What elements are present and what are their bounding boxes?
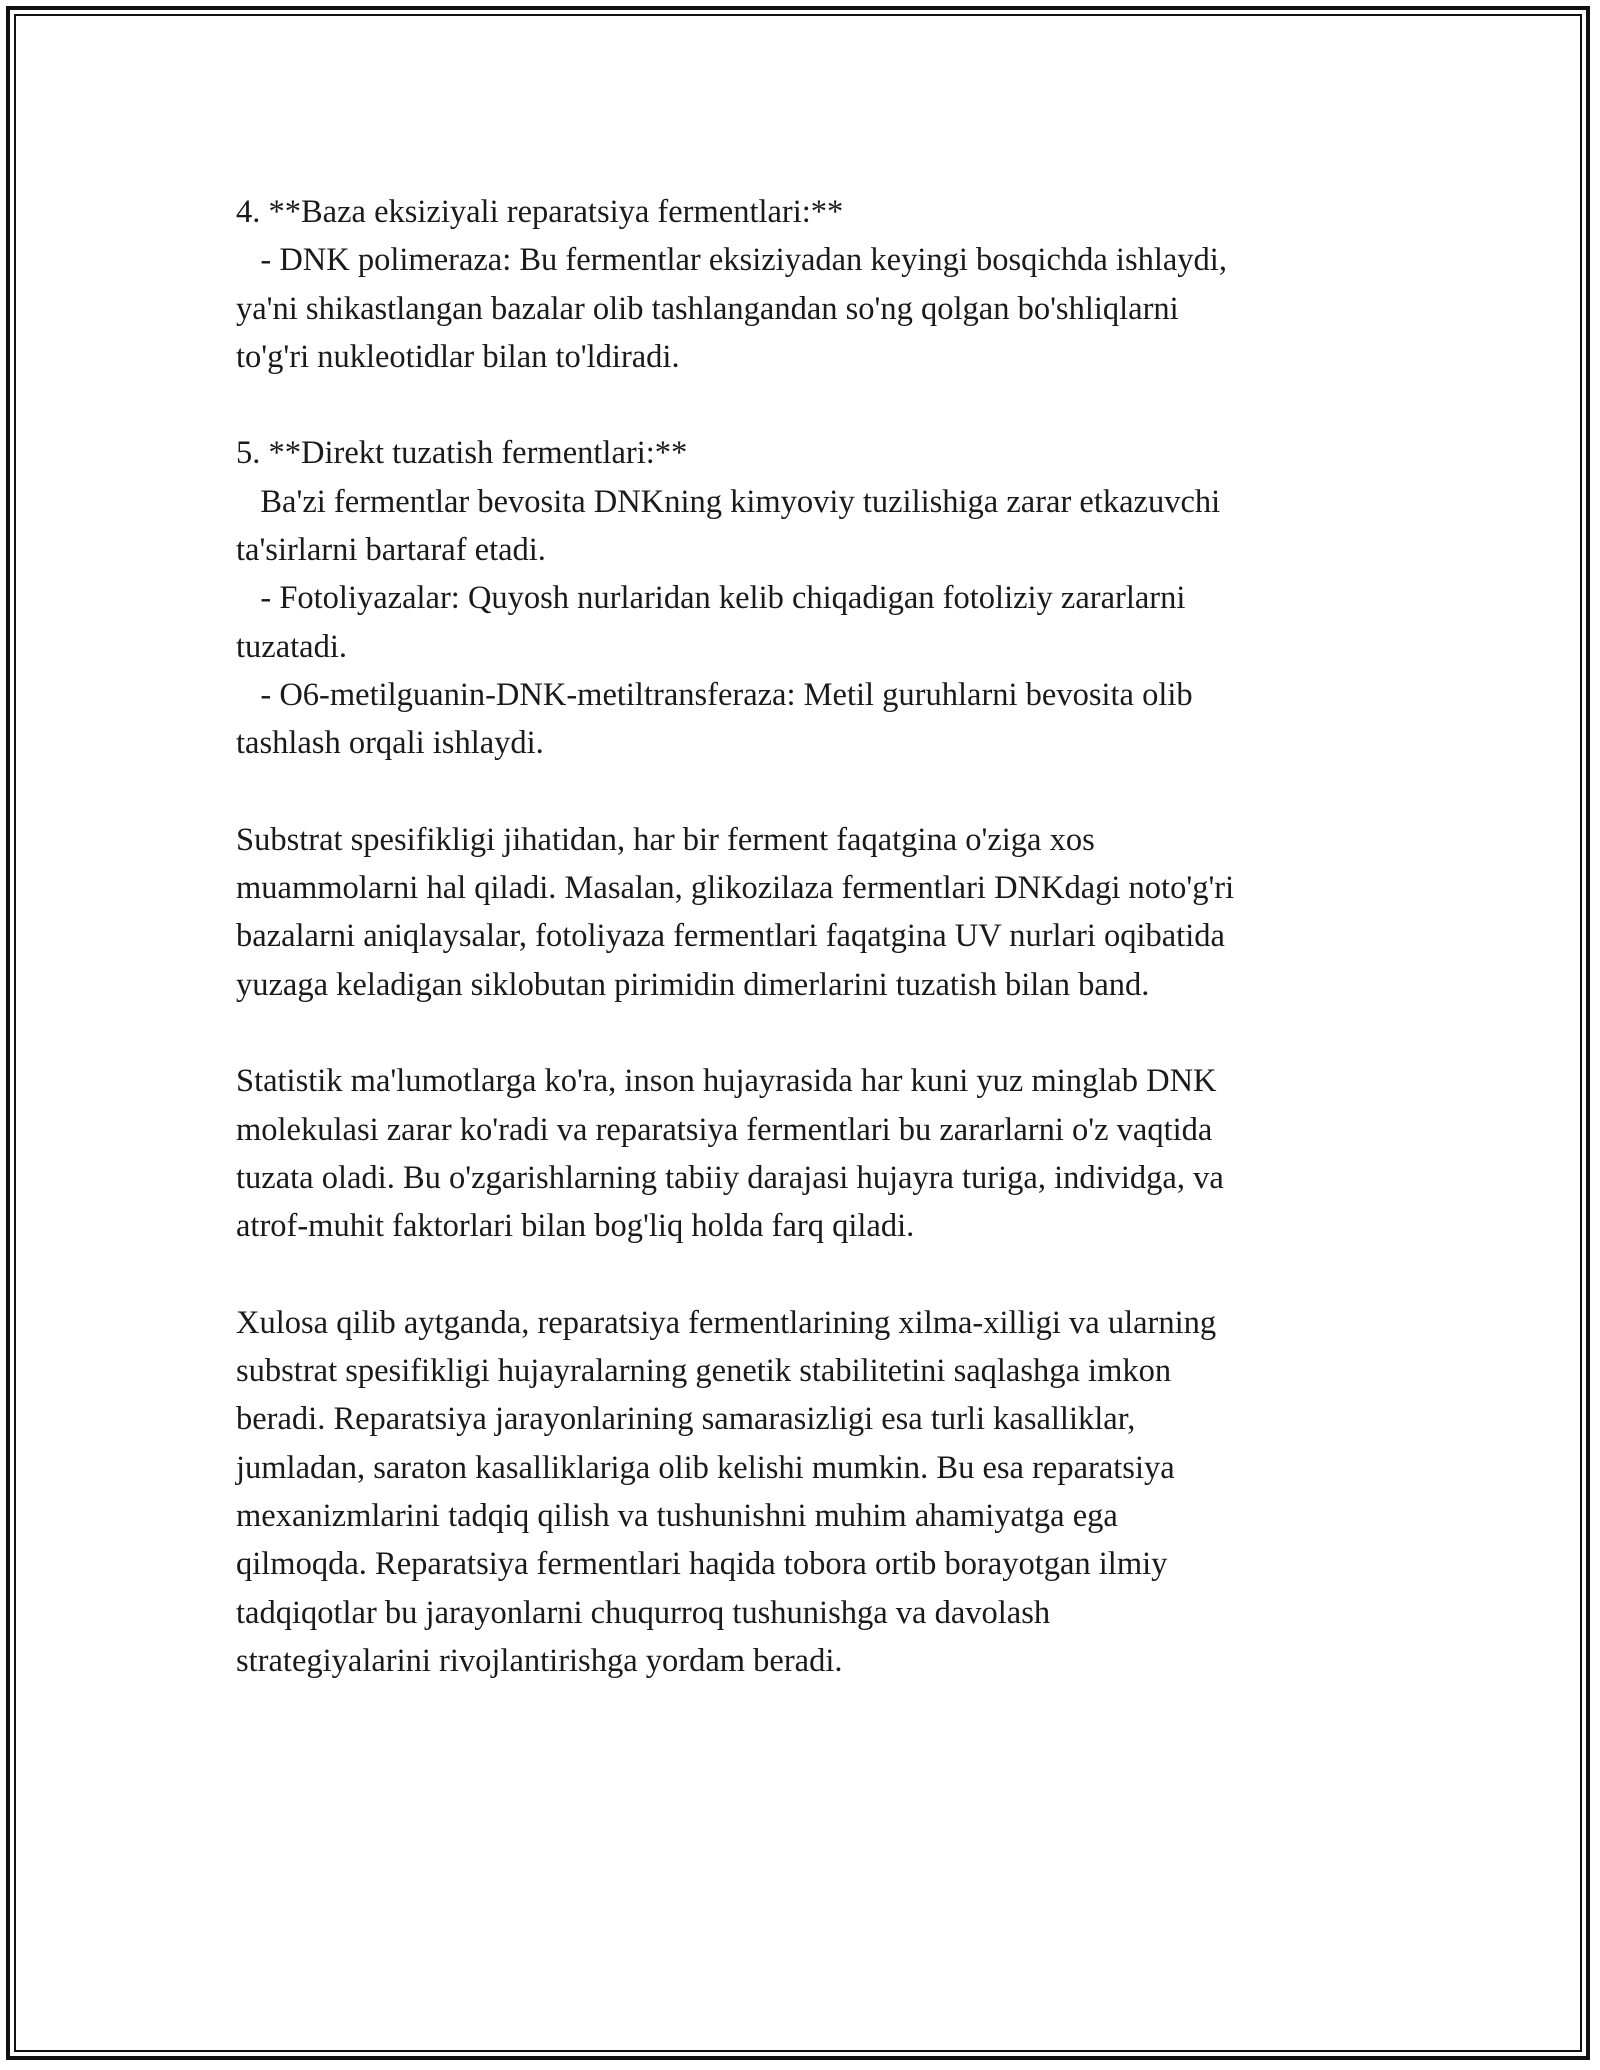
text-line: substrat spesifikligi hujayralarning genetik stabilitetini saqlashga imkon xyxy=(236,1353,1172,1390)
text-line: - DNK polimeraza: Bu fermentlar eksiziyadan keyingi bosqichda ishlaydi, xyxy=(236,242,1227,279)
text-line: Statistik ma'lumotlarga ko'ra, inson hujayrasida har kuni yuz minglab DNK xyxy=(236,1063,1217,1100)
text-line: bazalarni aniqlaysalar, fotoliyaza fermentlari faqatgina UV nurlari oqibatida xyxy=(236,918,1225,955)
text-line: tuzatadi. xyxy=(236,628,347,665)
text-line: Ba'zi fermentlar bevosita DNKning kimyoviy tuzilishiga zarar etkazuvchi xyxy=(236,483,1221,520)
document-body xyxy=(236,188,1386,1685)
text-line: jumladan, saraton kasalliklariga olib kelishi mumkin. Bu esa reparatsiya xyxy=(236,1449,1175,1486)
text-line: 4. **Baza eksiziyali reparatsiya fermentlari:** xyxy=(236,194,844,230)
text-line: atrof-muhit faktorlari bilan bog'liq holda farq qiladi. xyxy=(236,1208,915,1245)
blank-line xyxy=(236,381,1386,429)
text-line: tadqiqotlar bu jarayonlarni chuqurroq tushunishga va davolash xyxy=(236,1594,1051,1631)
blank-line xyxy=(236,1251,1386,1299)
blank-line xyxy=(236,1009,1386,1057)
text-line: tuzata oladi. Bu o'zgarishlarning tabiiy darajasi hujayra turiga, individga, va xyxy=(236,1159,1224,1196)
blank-line xyxy=(236,768,1386,816)
text-line: Substrat spesifikligi jihatidan, har bir ferment faqatgina o'ziga xos xyxy=(236,821,1095,858)
text-line: yuzaga keladigan siklobutan pirimidin dimerlarini tuzatish bilan band. xyxy=(236,966,1150,1003)
text-line: mexanizmlarini tadqiq qilish va tushunishni muhim ahamiyatga ega xyxy=(236,1498,1118,1535)
text-line: tashlash orqali ishlaydi. xyxy=(236,725,544,762)
text-line: - Fotoliyazalar: Quyosh nurlaridan kelib chiqadigan fotoliziy zararlarni xyxy=(236,580,1186,617)
text-line: muammolarni hal qiladi. Masalan, glikozilaza fermentlari DNKdagi noto'g'ri xyxy=(236,870,1235,907)
text-line: ya'ni shikastlangan bazalar olib tashlangandan so'ng qolgan bo'shliqlarni xyxy=(236,290,1179,327)
text-line: molekulasi zarar ko'radi va reparatsiya fermentlari bu zararlarni o'z vaqtida xyxy=(236,1111,1213,1148)
text-line: - O6-metilguanin-DNK-metiltransferaza: Metil guruhlarni bevosita olib xyxy=(236,676,1193,713)
text-line: Xulosa qilib aytganda, reparatsiya fermentlarining xilma-xilligi va ularning xyxy=(236,1304,1217,1341)
text-line: 5. **Direkt tuzatish fermentlari:** xyxy=(236,435,688,472)
text-line: beradi. Reparatsiya jarayonlarining samarasizligi esa turli kasalliklar, xyxy=(236,1401,1136,1438)
text-line: qilmoqda. Reparatsiya fermentlari haqida tobora ortib borayotgan ilmiy xyxy=(236,1546,1168,1583)
text-line: to'g'ri nukleotidlar bilan to'ldiradi. xyxy=(236,338,680,375)
text-line: strategiyalarini rivojlantirishga yordam beradi. xyxy=(236,1642,843,1679)
text-line: ta'sirlarni bartaraf etadi. xyxy=(236,532,546,569)
